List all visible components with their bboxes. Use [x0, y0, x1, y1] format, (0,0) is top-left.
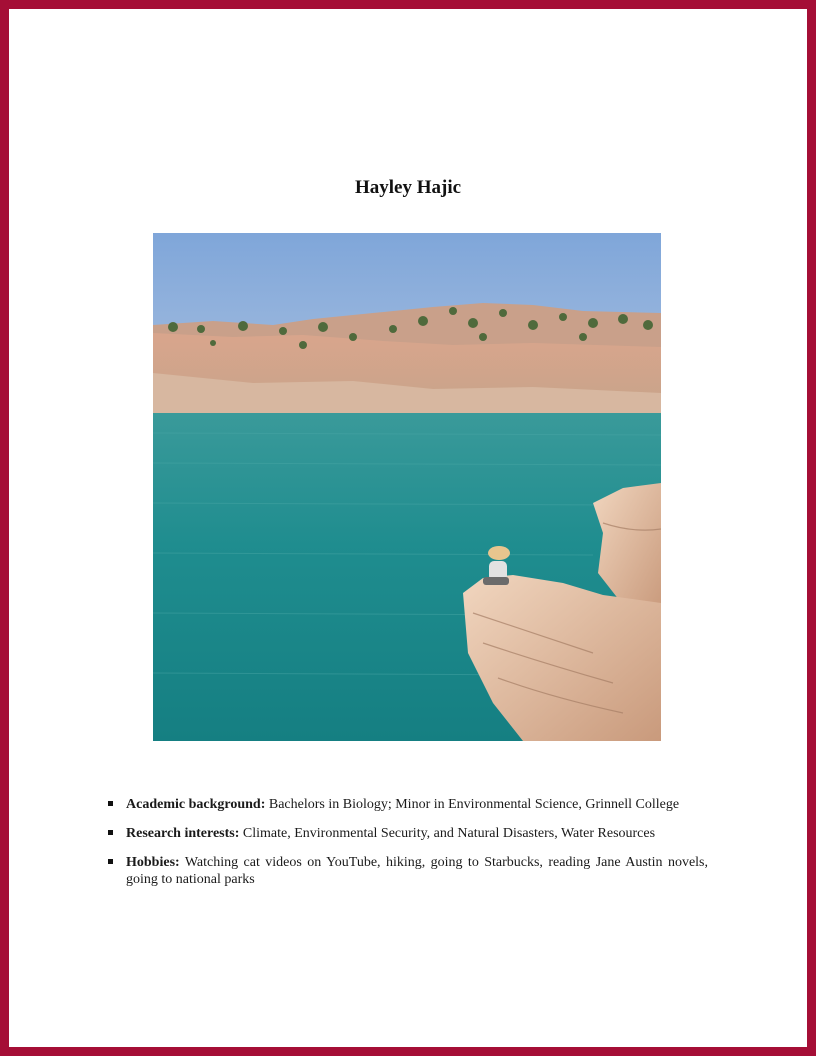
bio-text: Climate, Environmental Security, and Natural Disasters, Water Resources [239, 826, 656, 841]
list-item [108, 796, 708, 813]
square-bullet-icon [108, 830, 113, 835]
square-bullet-icon [108, 801, 113, 806]
bio-text: Watching cat videos on YouTube, hiking, going to Starbucks, reading Jane Austin novels, going to national parks [126, 855, 708, 887]
profile-photo [153, 233, 661, 741]
profile-bio-list [108, 796, 708, 900]
profile-name: Hayley Hajic [354, 177, 462, 198]
landscape-photo-icon [153, 233, 661, 741]
bio-label: Research interests: [126, 826, 240, 841]
square-bullet-icon [108, 859, 113, 864]
bio-text: Bachelors in Biology; Minor in Environmental Science, Grinnell College [265, 797, 680, 812]
list-item [108, 825, 708, 842]
bio-label: Academic background: [126, 797, 266, 812]
bio-label: Hobbies: [126, 855, 180, 870]
list-item [108, 854, 708, 888]
